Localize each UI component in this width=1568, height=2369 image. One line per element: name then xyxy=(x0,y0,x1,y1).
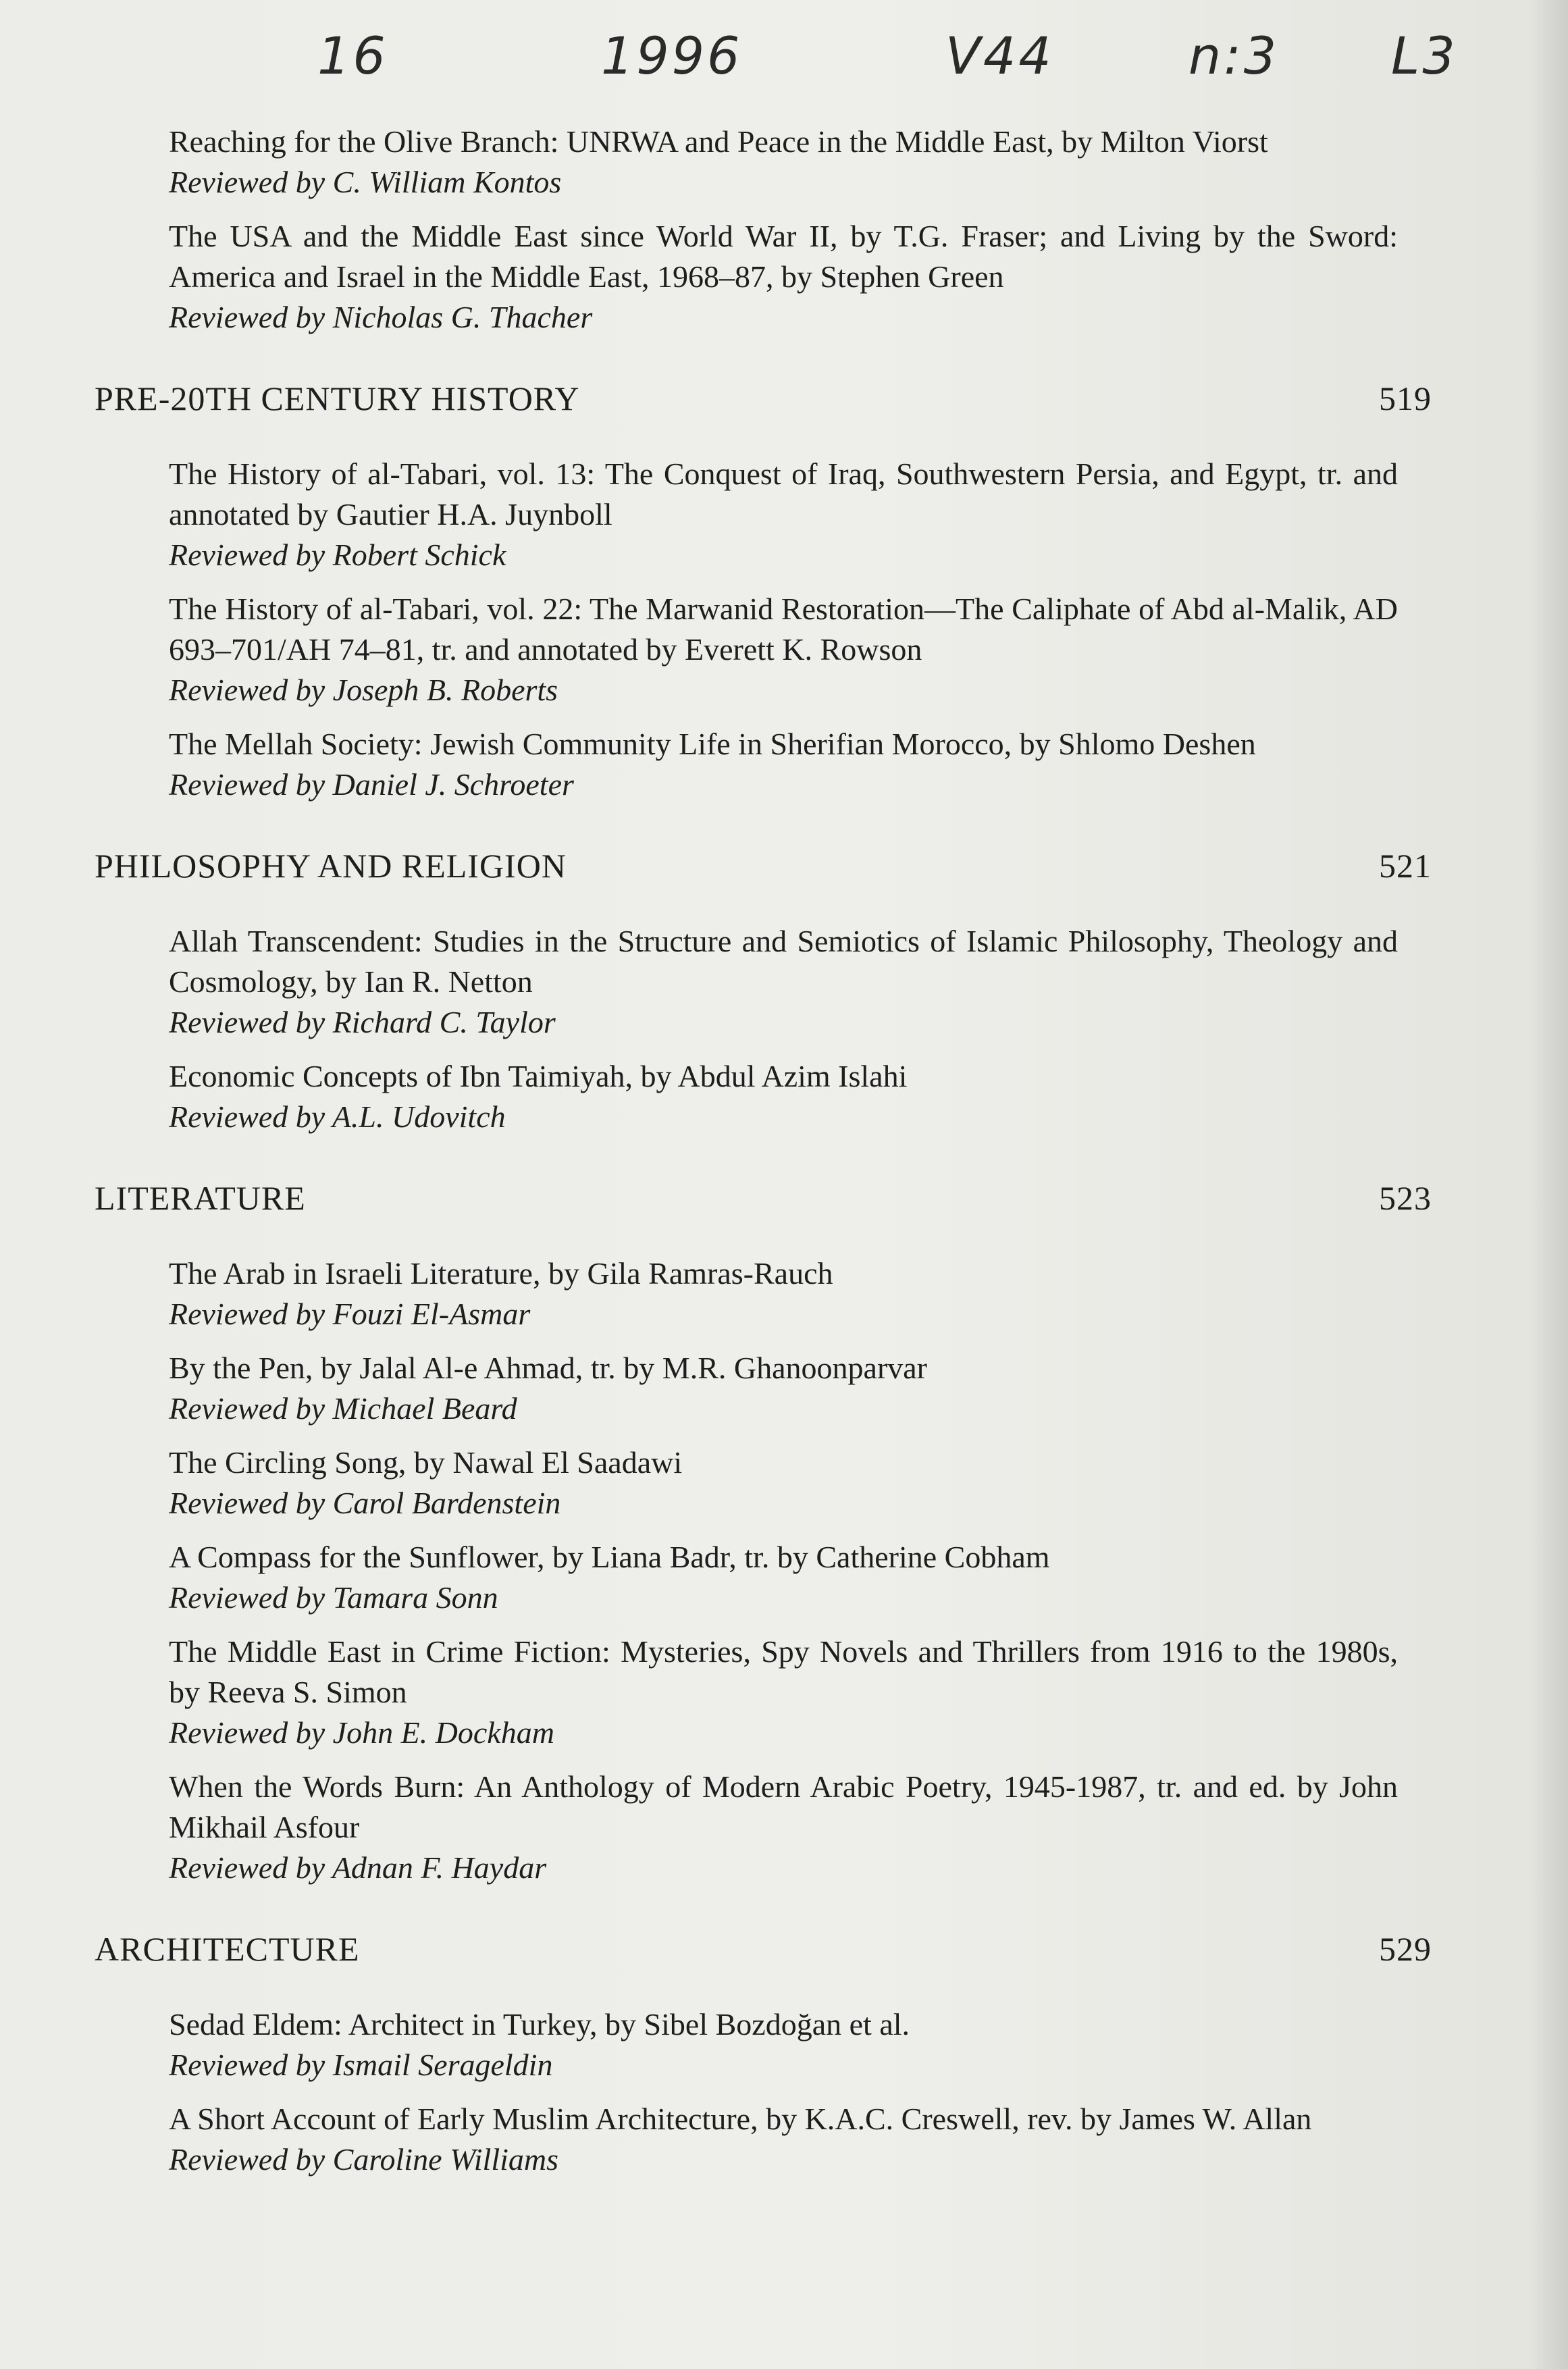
toc-entry xyxy=(169,1253,1398,1334)
entry-reviewer: Reviewed by Richard C. Taylor xyxy=(169,1005,556,1039)
toc-entry xyxy=(169,1056,1398,1137)
entry-reviewer: Reviewed by Carol Bardenstein xyxy=(169,1486,561,1520)
entry-reviewer: Reviewed by Ismail Serageldin xyxy=(169,2048,553,2082)
section-heading xyxy=(95,845,1445,886)
entry-title: The Mellah Society: Jewish Community Life in Sherifian Morocco, by Shlomo Deshen xyxy=(169,727,1256,761)
toc-entry xyxy=(169,1442,1398,1524)
entry-reviewer: Reviewed by Robert Schick xyxy=(169,538,506,572)
entry-title: The Arab in Israeli Literature, by Gila Ramras-Rauch xyxy=(169,1256,833,1291)
toc-entry xyxy=(169,589,1398,710)
section-title: PRE-20TH CENTURY HISTORY xyxy=(95,380,580,417)
section-heading xyxy=(95,378,1445,419)
entry-reviewer: Reviewed by Daniel J. Schroeter xyxy=(169,767,574,802)
entry-reviewer: Reviewed by Caroline Williams xyxy=(169,2142,559,2177)
toc-entry xyxy=(169,1537,1398,1618)
section-title: ARCHITECTURE xyxy=(95,1930,360,1968)
handwritten-note xyxy=(0,19,1568,113)
toc-section-continued xyxy=(95,122,1445,338)
entry-reviewer: Reviewed by Nicholas G. Thacher xyxy=(169,300,593,334)
section-page-number: 521 xyxy=(1379,847,1432,885)
entry-reviewer: Reviewed by C. William Kontos xyxy=(169,165,562,199)
section-page-number: 523 xyxy=(1379,1179,1432,1217)
entry-reviewer: Reviewed by A.L. Udovitch xyxy=(169,1099,506,1134)
toc-entry xyxy=(169,921,1398,1043)
entry-reviewer: Reviewed by Michael Beard xyxy=(169,1391,517,1426)
toc-entry xyxy=(169,2099,1398,2180)
entry-reviewer: Reviewed by Tamara Sonn xyxy=(169,1580,498,1615)
handwritten-part: 1996 xyxy=(601,26,743,86)
entry-title: The USA and the Middle East since World War II, by T.G. Fraser; and Living by the Sword: America and Israel in the Middle East, 1968–87, by Stephen Green xyxy=(169,219,1398,294)
toc-entry xyxy=(169,1632,1398,1753)
toc-section-architecture xyxy=(95,1929,1445,2180)
entry-title: The Circling Song, by Nawal El Saadawi xyxy=(169,1445,683,1480)
entry-reviewer: Reviewed by Joseph B. Roberts xyxy=(169,673,558,707)
table-of-contents xyxy=(95,122,1445,2193)
entry-title: The History of al-Tabari, vol. 22: The Marwanid Restoration—The Caliphate of Abd al-Malik, AD 693–701/AH 74–81, tr. and annotated by Everett K. Rowson xyxy=(169,592,1398,667)
entry-reviewer: Reviewed by John E. Dockham xyxy=(169,1715,554,1750)
entry-title: Allah Transcendent: Studies in the Structure and Semiotics of Islamic Philosophy, Theology and Cosmology, by Ian R. Netton xyxy=(169,924,1398,999)
handwritten-part: L3 xyxy=(1391,26,1458,86)
handwritten-part: V44 xyxy=(945,26,1054,86)
entry-reviewer: Reviewed by Fouzi El-Asmar xyxy=(169,1297,531,1331)
toc-entry xyxy=(169,122,1398,203)
entry-title: Reaching for the Olive Branch: UNRWA and Peace in the Middle East, by Milton Viorst xyxy=(169,124,1268,159)
entry-title: A Short Account of Early Muslim Architecture, by K.A.C. Creswell, rev. by James W. Allan xyxy=(169,2102,1312,2136)
toc-entry xyxy=(169,2004,1398,2085)
entry-reviewer: Reviewed by Adnan F. Haydar xyxy=(169,1850,547,1885)
toc-entry xyxy=(169,1767,1398,1888)
handwritten-part: 16 xyxy=(317,26,388,86)
entry-title: Economic Concepts of Ibn Taimiyah, by Abdul Azim Islahi xyxy=(169,1059,908,1093)
toc-section-philosophy-and-religion xyxy=(95,845,1445,1137)
entry-title: The History of al-Tabari, vol. 13: The Conquest of Iraq, Southwestern Persia, and Egypt, tr. and annotated by Gautier H.A. Juynboll xyxy=(169,457,1398,531)
entry-title: A Compass for the Sunflower, by Liana Badr, tr. by Catherine Cobham xyxy=(169,1540,1050,1574)
entry-title: The Middle East in Crime Fiction: Mysteries, Spy Novels and Thrillers from 1916 to the 1980s, by Reeva S. Simon xyxy=(169,1634,1398,1709)
section-title: PHILOSOPHY AND RELIGION xyxy=(95,847,567,885)
entry-title: By the Pen, by Jalal Al-e Ahmad, tr. by M.R. Ghanoonparvar xyxy=(169,1351,928,1385)
toc-entry xyxy=(169,1348,1398,1429)
entry-title: Sedad Eldem: Architect in Turkey, by Sibel Bozdoğan et al. xyxy=(169,2007,910,2041)
toc-section-literature xyxy=(95,1178,1445,1888)
section-heading xyxy=(95,1929,1445,1969)
section-heading xyxy=(95,1178,1445,1218)
toc-entry xyxy=(169,216,1398,338)
handwritten-part: n:3 xyxy=(1188,26,1280,86)
page-edge-shadow xyxy=(1527,0,1568,2369)
toc-section-pre-20th-century-history xyxy=(95,378,1445,805)
toc-entry xyxy=(169,724,1398,805)
section-title: LITERATURE xyxy=(95,1179,306,1217)
entry-title: When the Words Burn: An Anthology of Modern Arabic Poetry, 1945-1987, tr. and ed. by John Mikhail Asfour xyxy=(169,1769,1398,1844)
section-page-number: 519 xyxy=(1379,380,1432,417)
toc-entry xyxy=(169,454,1398,575)
section-page-number: 529 xyxy=(1379,1930,1432,1968)
